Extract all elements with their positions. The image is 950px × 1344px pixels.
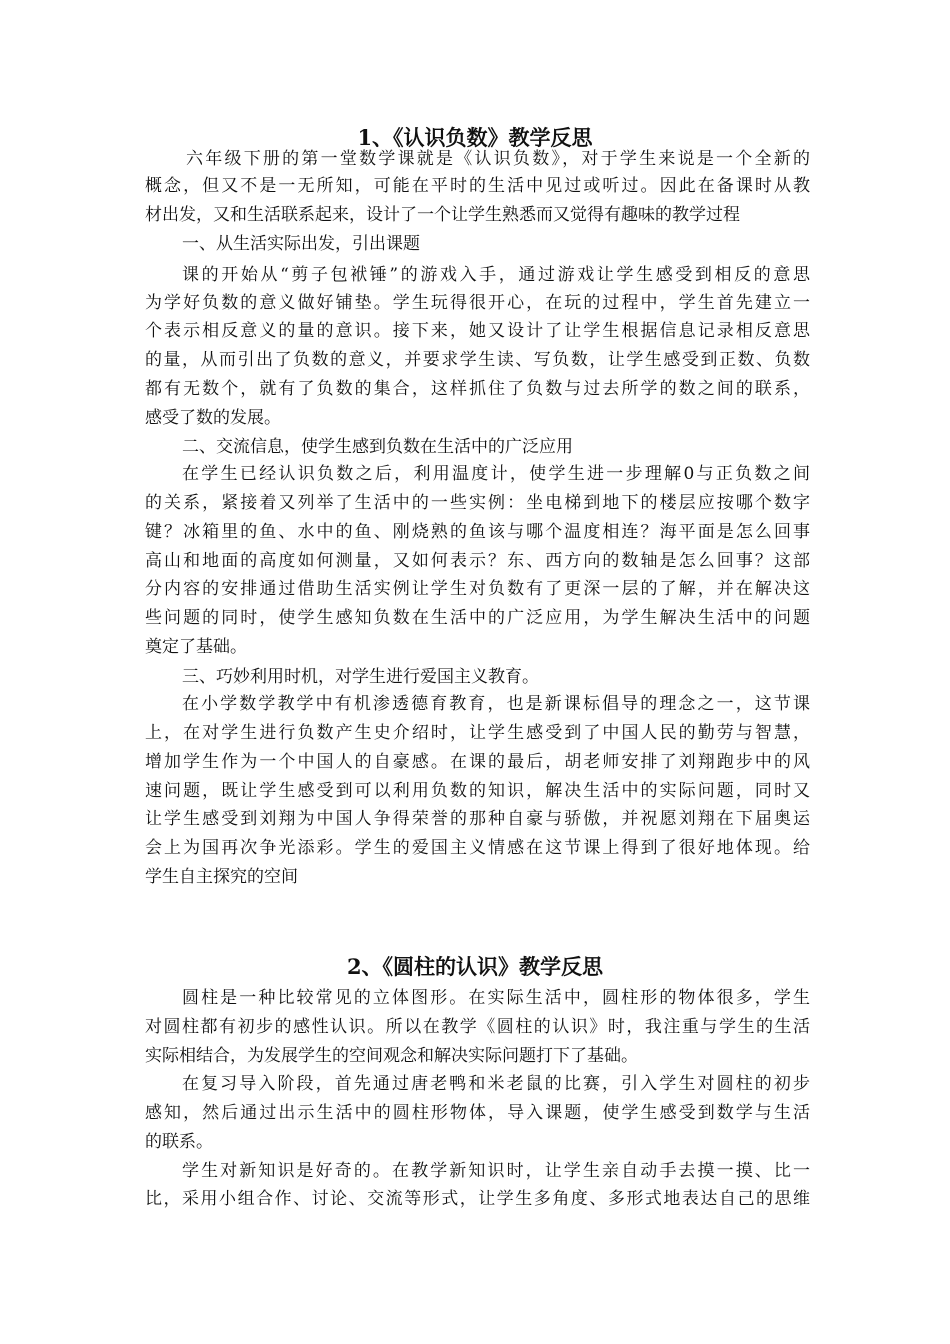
section2-line: 学生对新知识是好奇的。在教学新知识时，让学生亲自动手去摸一摸、比一 [182,1161,810,1181]
section1-heading: 一、从生活实际出发，引出课题 [182,234,420,254]
section1-line: 为学好负数的意义做好铺垫。学生玩得很开心，在玩的过程中，学生首先建立一 [145,293,810,313]
section1-line: 概念，但又不是一无所知，可能在平时的生活中见过或听过。因此在备课时从教 [145,176,810,196]
section2-line: 对圆柱都有初步的感性认识。所以在教学《圆柱的认识》时，我注重与学生的生活 [145,1017,810,1037]
section1-line: 会上为国再次争光添彩。学生的爱国主义情感在这节课上得到了很好地体现。给 [145,838,810,858]
section1-line: 的量，从而引出了负数的意义，并要求学生读、写负数，让学生感受到正数、负数 [145,350,810,370]
section1-line: 学生自主探究的空间 [145,867,298,887]
section1-line: 上，在对学生进行负数产生史介绍时，让学生感受到了中国人民的勤劳与智慧， [145,723,810,743]
section1-line: 感受了数的发展。 [145,408,281,428]
section2-title: 2、《圆柱的认识》教学反思 [346,954,604,979]
section1-line: 让学生感受到刘翔为中国人争得荣誉的那种自豪与骄傲，并祝愿刘翔在下届奥运 [145,809,810,829]
section1-line: 奠定了基础。 [145,637,247,657]
section1-line: 高山和地面的高度如何测量，又如何表示？东、西方向的数轴是怎么回事？这部 [145,551,810,571]
section1-line: 些问题的同时，使学生感知负数在生活中的广泛应用，为学生解决生活中的问题 [145,608,810,628]
section1-title: 1、《认识负数》教学反思 [357,125,593,150]
section2-line: 感知，然后通过出示生活中的圆柱形物体，导入课题，使学生感受到数学与生活 [145,1103,810,1123]
section1-heading: 三、巧妙利用时机，对学生进行爱国主义教育。 [182,667,539,687]
section1-line: 速问题，既让学生感受到可以利用负数的知识，解决生活中的实际问题，同时又 [145,781,810,801]
section2-line: 的联系。 [145,1132,213,1152]
section1-line: 增加学生作为一个中国人的自豪感。在课的最后，胡老师安排了刘翔跑步中的风 [145,752,810,772]
section1-line: 个表示相反意义的量的意识。接下来，她又设计了让学生根据信息记录相反意思 [145,321,810,341]
section1-line: 在小学数学教学中有机渗透德育教育，也是新课标倡导的理念之一，这节课 [182,694,810,714]
section1-line: 六年级下册的第一堂数学课就是《认识负数》，对于学生来说是一个全新的 [186,149,810,169]
section1-line: 键？冰箱里的鱼、水中的鱼、刚烧熟的鱼该与哪个温度相连？海平面是怎么回事 [145,522,810,542]
section1-line: 课的开始从“剪子包袱锤”的游戏入手，通过游戏让学生感受到相反的意思 [182,265,810,285]
section1-heading: 二、交流信息，使学生感到负数在生活中的广泛应用 [182,437,573,457]
section2-line: 在复习导入阶段，首先通过唐老鸭和米老鼠的比赛，引入学生对圆柱的初步 [182,1074,810,1094]
section1-line: 在学生已经认识负数之后，利用温度计，使学生进一步理解0与正负数之间 [182,464,810,484]
section2-line: 实际相结合，为发展学生的空间观念和解决实际问题打下了基础。 [145,1046,638,1066]
section1-line: 材出发，又和生活联系起来，设计了一个让学生熟悉而又觉得有趣味的教学过程 [145,205,740,225]
section2-line: 比，采用小组合作、讨论、交流等形式，让学生多角度、多形式地表达自己的思维 [145,1189,810,1209]
section2-line: 圆柱是一种比较常见的立体图形。在实际生活中，圆柱形的物体很多，学生 [182,988,810,1008]
section1-line: 分内容的安排通过借助生活实例让学生对负数有了更深一层的了解，并在解决这 [145,579,810,599]
section1-line: 的关系，紧接着又列举了生活中的一些实例：坐电梯到地下的楼层应按哪个数字 [145,493,810,513]
section1-line: 都有无数个，就有了负数的集合，这样抓住了负数与过去所学的数之间的联系， [145,379,810,399]
